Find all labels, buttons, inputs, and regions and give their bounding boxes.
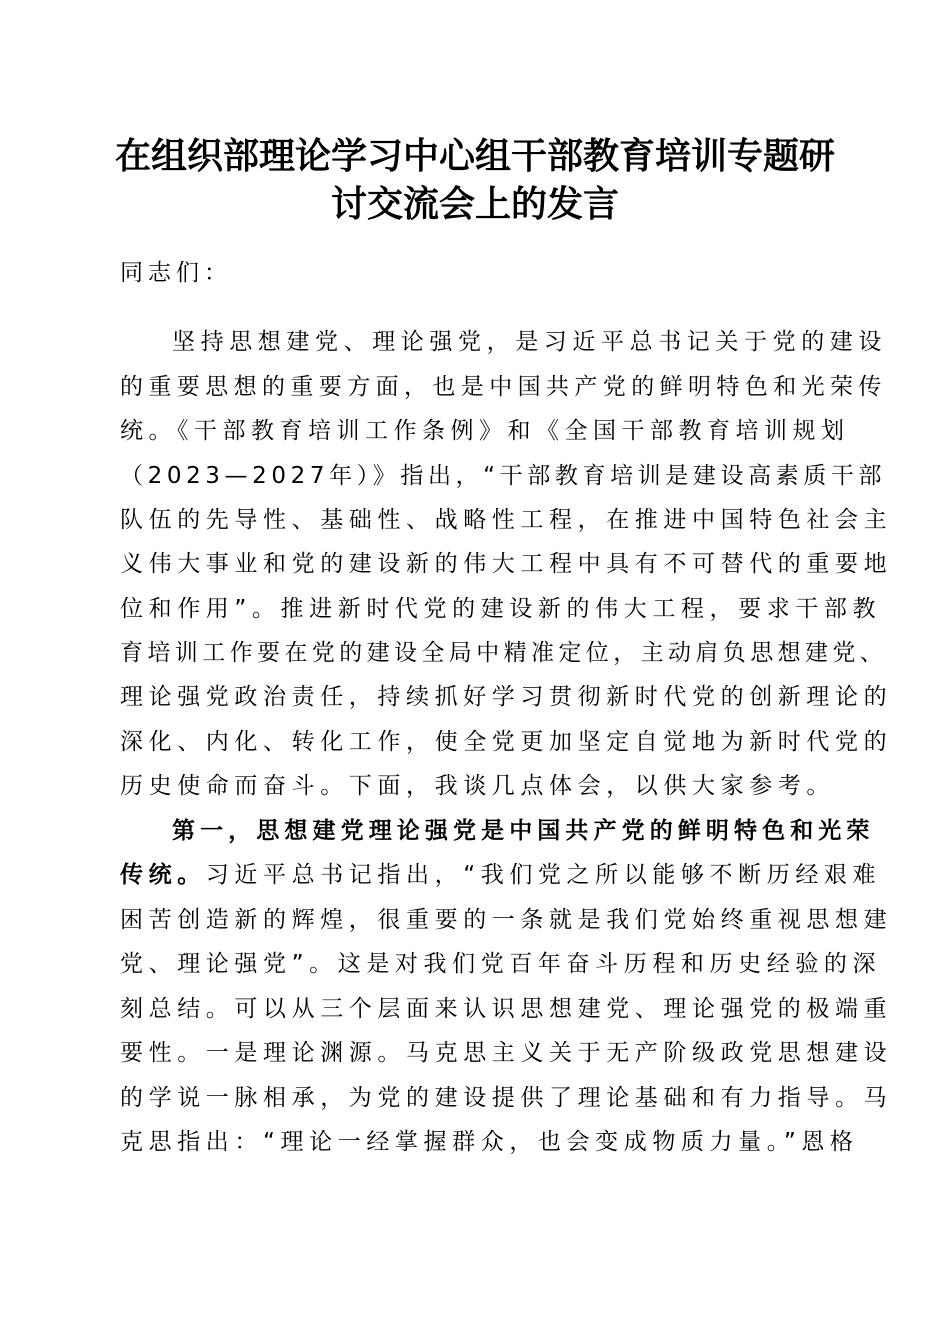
paragraph-1-line: 深化、内化、转化工作，使全党更加坚定自觉地为新时代党的 — [120, 729, 893, 755]
paragraph-1-line: 统。《干部教育培训工作条例》和《全国干部教育培训规划 — [120, 418, 850, 444]
paragraph-1-line: 义伟大事业和党的建设新的伟大工程中具有不可替代的重要地 — [120, 551, 893, 577]
paragraph-1-line: 位和作用”。推进新时代党的建设新的伟大工程，要求干部教 — [120, 596, 882, 622]
paragraph-1-line: 理论强党政治责任，持续抓好学习贯彻新时代党的创新理论的 — [120, 684, 893, 710]
paragraph-2-heading: 第一，思想建党理论强党是中国共产党的鲜明特色和光荣 — [172, 818, 875, 844]
paragraph-2-line: 党、理论强党”。这是对我们党百年奋斗历程和历史经验的深 — [120, 951, 882, 977]
paragraph-2-line — [172, 820, 875, 843]
paragraph-2-line — [120, 864, 881, 887]
document-title-line-1: 在组织部理论学习中心组干部教育培训专题研 — [114, 135, 835, 177]
paragraph-2-line: 要性。一是理论渊源。马克思主义关于无产阶级政党思想建设 — [120, 1040, 893, 1066]
paragraph-2-text: 习近平总书记指出，“我们党之所以能够不断历经艰难 — [205, 862, 882, 888]
paragraph-2-line: 的学说一脉相承，为党的建设提供了理论基础和有力指导。马 — [120, 1085, 893, 1111]
paragraph-1-line: （2023—2027年）》指出，“干部教育培训是建设高素质干部 — [120, 463, 887, 489]
paragraph-1-line: 历史使命而奋斗。下面，我谈几点体会，以供大家参考。 — [120, 773, 835, 799]
paragraph-1-line: 的重要思想的重要方面，也是中国共产党的鲜明特色和光荣传 — [120, 374, 887, 400]
paragraph-1-line: 队伍的先导性、基础性、战略性工程，在推进中国特色社会主 — [120, 507, 893, 533]
salutation: 同志们： — [120, 260, 232, 286]
document-title-line-2: 讨交流会上的发言 — [330, 183, 619, 225]
paragraph-2-heading-end: 传统。 — [120, 862, 206, 888]
paragraph-2-line: 困苦创造新的辉煌，很重要的一条就是我们党始终重视思想建 — [120, 907, 893, 933]
paragraph-2-line: 克思指出：“理论一经掌握群众，也会变成物质力量。”恩格 — [120, 1129, 859, 1155]
paragraph-1-line: 坚持思想建党、理论强党，是习近平总书记关于党的建设 — [172, 329, 887, 355]
paragraph-1-line: 育培训工作要在党的建设全局中精准定位，主动肩负思想建党、 — [120, 640, 888, 666]
paragraph-2-line: 刻总结。可以从三个层面来认识思想建党、理论强党的极端重 — [120, 996, 893, 1022]
